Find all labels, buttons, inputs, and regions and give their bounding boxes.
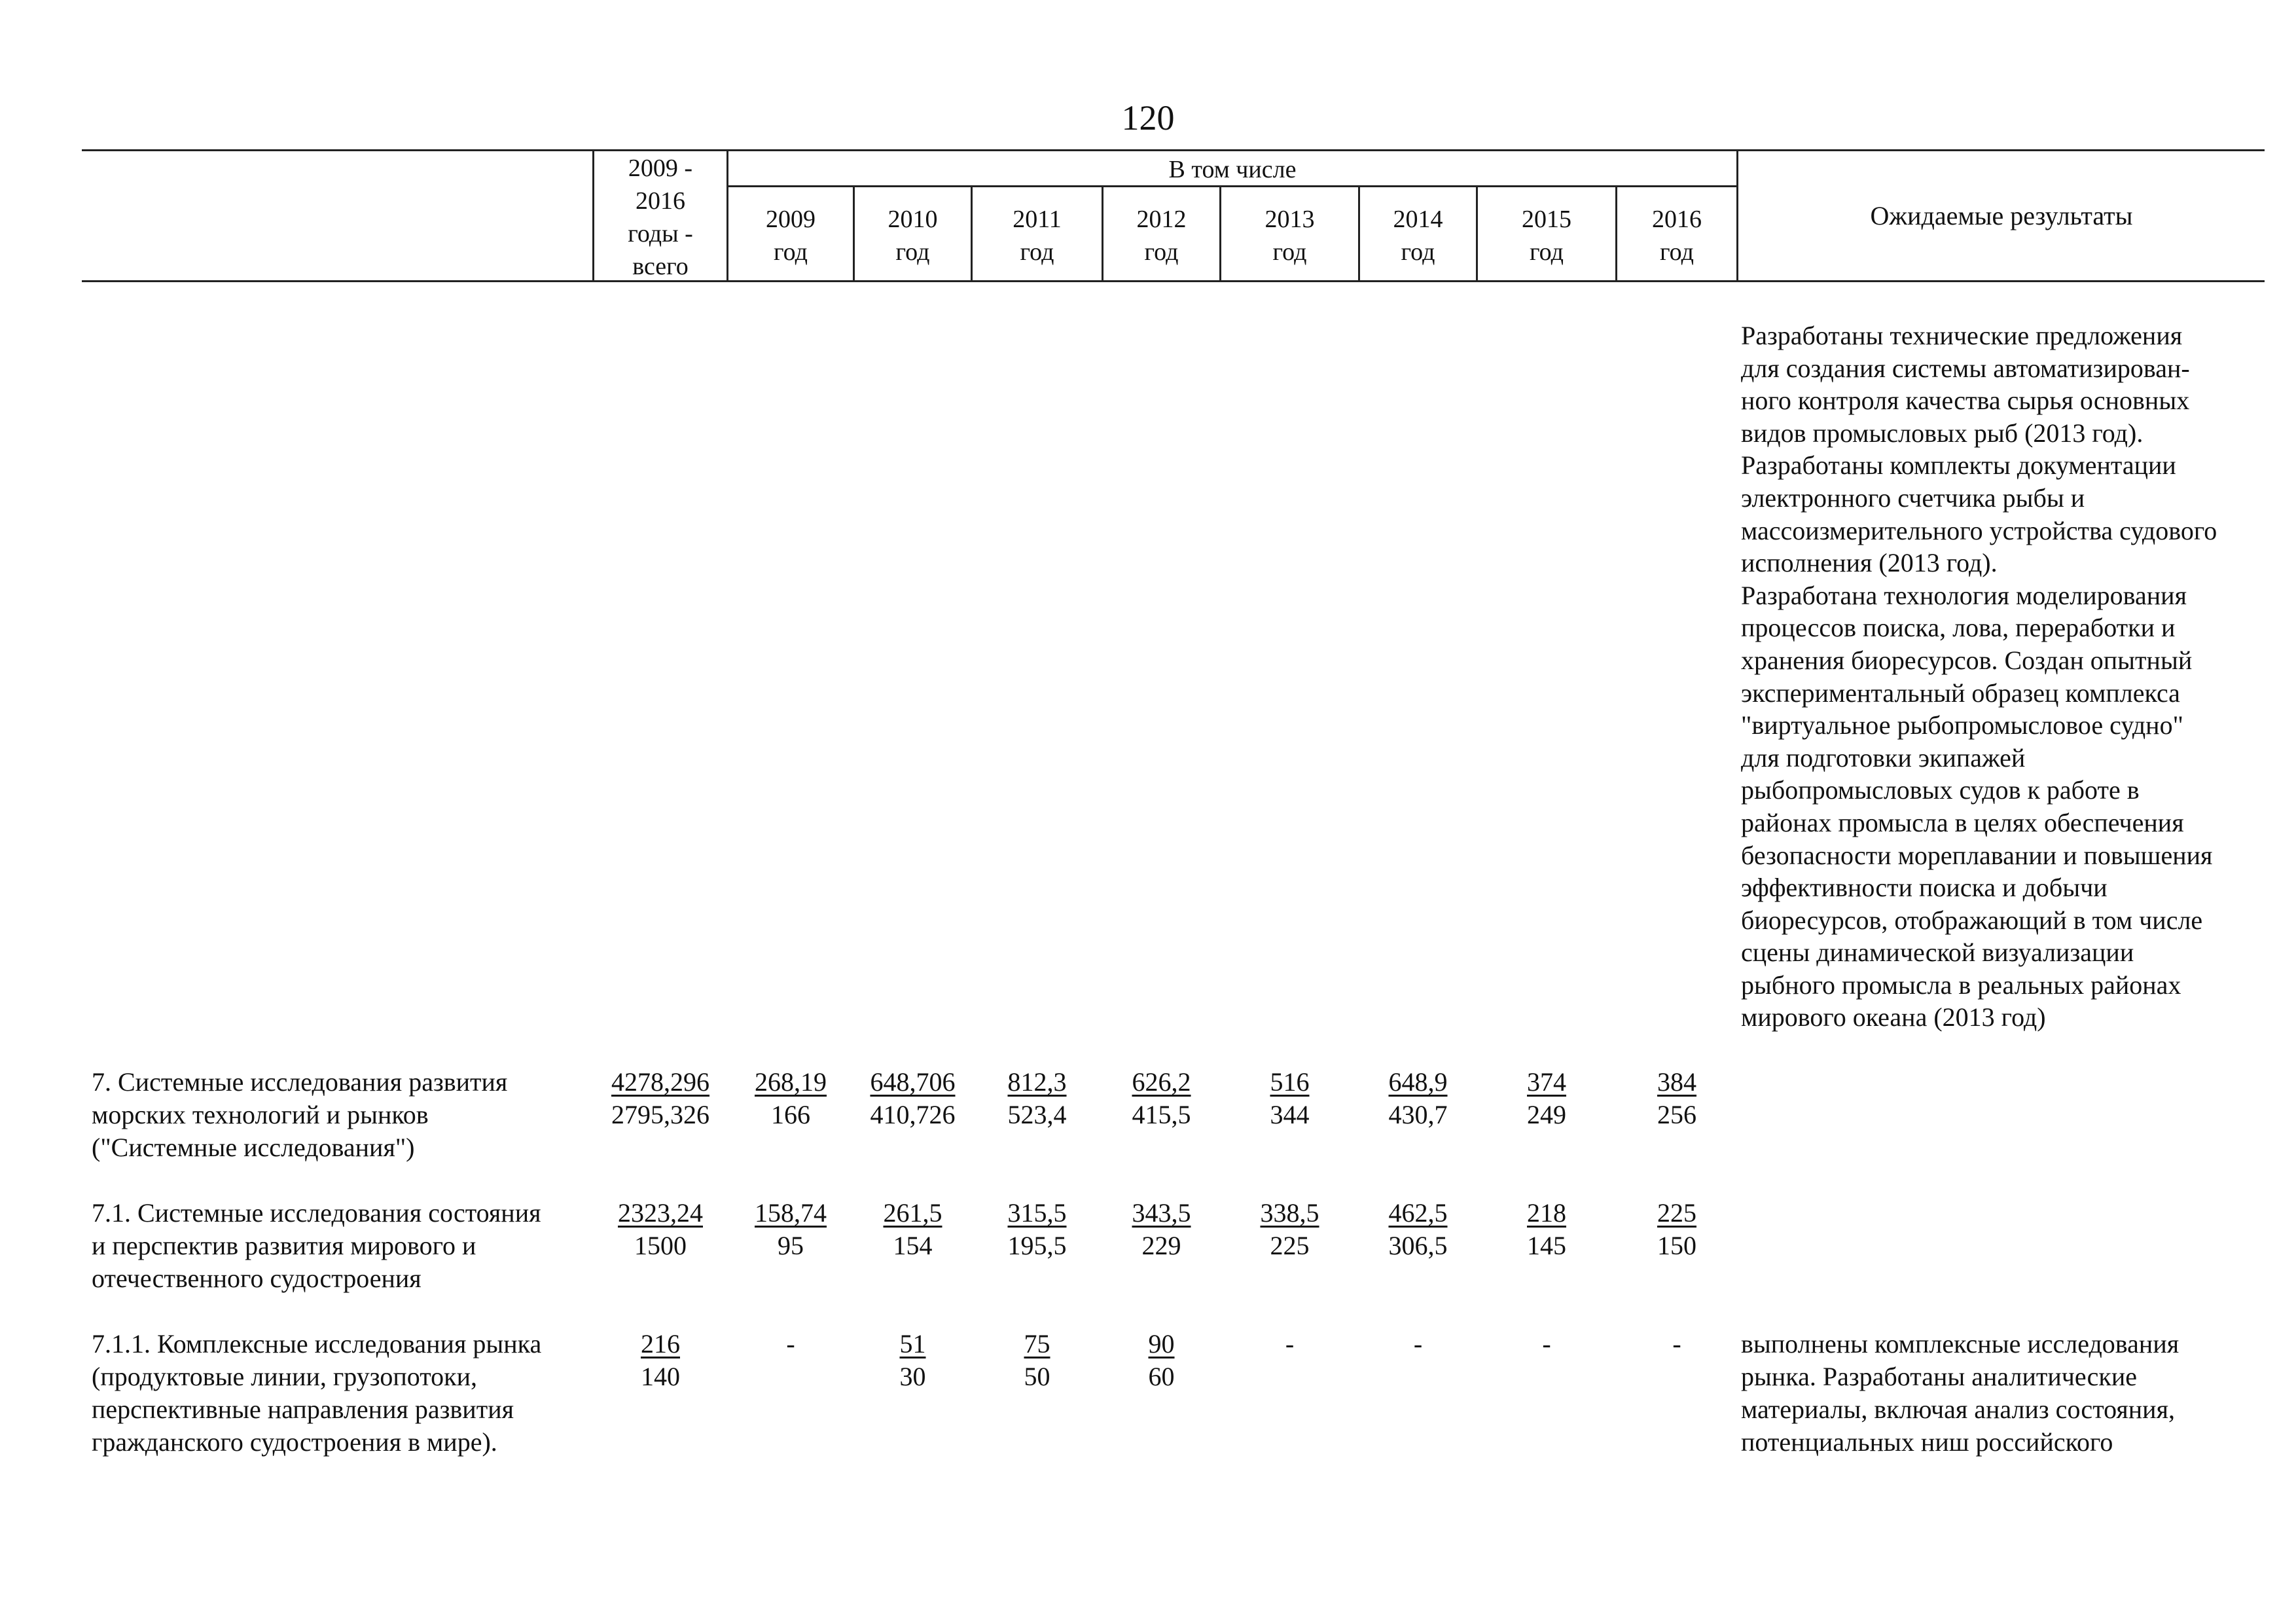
planned-value: 374 [1527,1067,1566,1097]
header-year-unit: год [1144,238,1179,266]
results-line: исполнения (2013 год). [1741,548,1998,578]
results-line: для подготовки экипажей [1741,742,2026,773]
row-title-line: морских технологий и рынков [92,1100,429,1129]
row-title-line: 7.1.1. Комплексные исследования рынка [92,1329,542,1359]
value-cell-2015 [1478,1066,1615,1131]
row-results-7-1-1 [1741,1328,2291,1459]
planned-value: 343,5 [1132,1198,1191,1228]
results-line: Разработаны технические предложения [1741,321,2183,350]
results-line: потенциальных ниш российского [1741,1427,2113,1457]
results-line: материалы, включая анализ состояния, [1741,1395,2175,1424]
results-line: Разработаны комплекты документации [1741,450,2176,481]
continued-results [1741,319,2291,1034]
actual-value: 50 [1024,1362,1050,1391]
actual-value: 195,5 [1007,1231,1067,1260]
header-total-line: 2016 [636,187,685,215]
header-year: 2016 [1652,206,1702,233]
header-year-2011 [973,203,1102,268]
actual-value: 415,5 [1132,1100,1191,1129]
header-year-unit: год [1020,238,1054,266]
planned-value: 4278,296 [611,1067,709,1097]
header-year-2010 [855,203,971,268]
row-title-line: перспективные направления развития [92,1395,514,1424]
value-dash: - [1672,1329,1681,1359]
actual-value: 410,726 [870,1100,956,1129]
value-cell-2015 [1478,1328,1615,1360]
header-year-2014 [1360,203,1476,268]
value-cell-2009 [728,1066,853,1131]
value-cell-2014 [1360,1328,1476,1360]
header-total-line: 2009 - [628,155,693,182]
header-year-unit: год [1660,238,1694,266]
actual-value: 430,7 [1388,1100,1448,1129]
value-cell-2010 [855,1197,971,1262]
planned-value: 648,9 [1388,1067,1448,1097]
results-line: рыбного промысла в реальных районах [1741,970,2181,1000]
header-total-line: годы - [628,220,693,247]
header-total-col [594,152,726,283]
planned-value: 626,2 [1132,1067,1191,1097]
value-dash: - [1413,1329,1423,1359]
header-year: 2011 [1013,206,1062,233]
actual-value: 140 [641,1362,680,1391]
results-line: рыбопромысловых судов к работе в [1741,775,2140,805]
results-line: безопасности мореплавании и повышения [1741,840,2213,870]
actual-value: 150 [1657,1231,1696,1260]
value-cell-2013 [1221,1197,1358,1262]
planned-value: 516 [1270,1067,1310,1097]
value-cell-2011 [973,1328,1102,1393]
planned-value: 384 [1657,1067,1696,1097]
value-cell-2009 [728,1328,853,1360]
row-title-line: гражданского судостроения в мире). [92,1427,497,1457]
results-line: экспериментальный образец комплекса [1741,678,2180,708]
actual-value: 30 [899,1362,926,1391]
results-line: электронного счетчика рыбы и [1741,483,2085,513]
planned-value: 315,5 [1007,1198,1067,1228]
planned-value: 90 [1148,1329,1175,1359]
value-cell-2012 [1103,1328,1219,1393]
planned-value: 338,5 [1260,1198,1319,1228]
header-year-unit: год [1272,238,1307,266]
actual-value: 249 [1527,1100,1566,1129]
header-year-2015 [1478,203,1615,268]
header-year-2013 [1221,203,1358,268]
actual-value: 306,5 [1388,1231,1448,1260]
header-year-2016 [1617,203,1736,268]
value-dash: - [1285,1329,1295,1359]
header-year-unit: год [895,238,930,266]
header-year-2009 [728,203,853,268]
planned-value: 218 [1527,1198,1566,1228]
header-year-unit: год [1530,238,1564,266]
header-year-unit: год [774,238,808,266]
header-year: 2009 [766,206,816,233]
actual-value: 229 [1141,1231,1181,1260]
value-cell-2012 [1103,1197,1219,1262]
value-cell-2014 [1360,1197,1476,1262]
actual-value: 523,4 [1007,1100,1067,1129]
row-title-line: отечественного судостроения [92,1264,422,1293]
results-line: биоресурсов, отображающий в том числе [1741,905,2203,935]
results-line: хранения биоресурсов. Создан опытный [1741,645,2193,675]
planned-value: 648,706 [870,1067,956,1097]
header-year: 2014 [1393,206,1443,233]
actual-value: 344 [1270,1100,1310,1129]
planned-value: 75 [1024,1329,1050,1359]
results-line: районах промысла в целях обеспечения [1741,807,2184,837]
value-dash: - [786,1329,795,1359]
results-line: Разработана технология моделирования [1741,580,2187,610]
row-title-7 [92,1066,596,1164]
results-line: массоизмерительного устройства судового [1741,515,2217,545]
header-year: 2015 [1522,206,1571,233]
value-cell-2009 [728,1197,853,1262]
actual-value: 1500 [634,1231,687,1260]
actual-value: 154 [893,1231,933,1260]
results-line: сцены динамической визуализации [1741,938,2134,968]
results-line: для создания системы автоматизирован- [1741,353,2190,383]
value-cell-2013 [1221,1328,1358,1360]
planned-value: 51 [899,1329,926,1359]
actual-value: 95 [778,1231,804,1260]
value-cell-2015 [1478,1197,1615,1262]
results-line: выполнены комплексные исследования [1741,1329,2179,1359]
page-number: 120 [1121,98,1175,137]
actual-value: 145 [1527,1231,1566,1260]
value-cell-2016 [1617,1197,1736,1262]
row-title-7-1 [92,1197,596,1295]
actual-value: 166 [771,1100,810,1129]
value-cell-2016 [1617,1066,1736,1131]
planned-value: 268,19 [755,1067,827,1097]
header-total-line: всего [632,253,689,280]
planned-value: 225 [1657,1198,1696,1228]
planned-value: 158,74 [755,1198,827,1228]
results-line: процессов поиска, лова, переработки и [1741,613,2176,643]
value-dash: - [1542,1329,1551,1359]
actual-value: 60 [1148,1362,1175,1391]
row-title-line: 7.1. Системные исследования состояния [92,1198,541,1228]
row-title-7-1-1 [92,1328,596,1459]
planned-value: 462,5 [1388,1198,1448,1228]
value-cell-2011 [973,1066,1102,1131]
actual-value: 2795,326 [611,1100,709,1129]
results-line: ного контроля качества сырья основных [1741,386,2190,416]
actual-value: 256 [1657,1100,1696,1129]
header-top-rule [82,149,2265,151]
header-results-col: Ожидаемые результаты [1870,201,2133,230]
planned-value: 812,3 [1007,1067,1067,1097]
row-title-line: 7. Системные исследования развития [92,1067,508,1097]
value-cell-2011 [973,1197,1102,1262]
header-year: 2010 [888,206,938,233]
planned-value: 216 [641,1329,680,1359]
value-cell-total [594,1066,726,1131]
value-cell-2013 [1221,1066,1358,1131]
results-line: рынка. Разработаны аналитические [1741,1362,2137,1391]
row-title-line: и перспектив развития мирового и [92,1231,476,1260]
planned-value: 261,5 [883,1198,942,1228]
row-title-line: (продуктовые линии, грузопотоки, [92,1362,478,1391]
header-bottom-rule [82,280,2265,282]
value-cell-2010 [855,1328,971,1393]
value-cell-total [594,1197,726,1262]
results-line: эффективности поиска и добычи [1741,873,2108,903]
value-cell-2014 [1360,1066,1476,1131]
results-line: мирового океана (2013 год) [1741,1002,2046,1032]
actual-value: 225 [1270,1231,1310,1260]
results-line: "виртуальное рыбопромысловое судно" [1741,710,2183,740]
value-cell-2016 [1617,1328,1736,1360]
header-year-2012 [1103,203,1219,268]
value-cell-2012 [1103,1066,1219,1131]
value-cell-2010 [855,1066,971,1131]
results-line: видов промысловых рыб (2013 год). [1741,418,2144,448]
header-group-label: В том числе [1168,156,1297,183]
value-cell-total [594,1328,726,1393]
planned-value: 2323,24 [618,1198,703,1228]
header-year-unit: год [1401,238,1435,266]
header-year: 2013 [1265,206,1315,233]
header-year: 2012 [1136,206,1187,233]
row-title-line: ("Системные исследования") [92,1133,415,1162]
